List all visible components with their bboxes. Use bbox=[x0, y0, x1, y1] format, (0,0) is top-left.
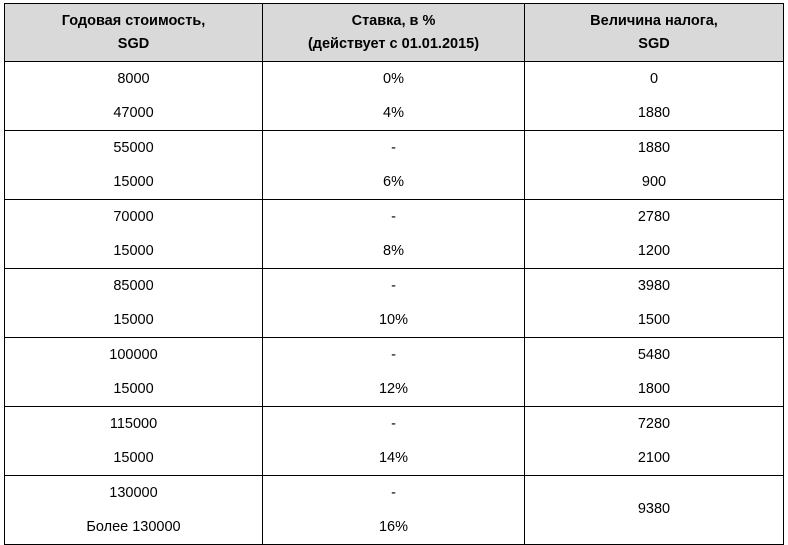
header-annual-value bbox=[5, 4, 263, 62]
rate-cell bbox=[263, 269, 525, 338]
annual-value-bracket: 47000 bbox=[113, 105, 154, 121]
annual-value-cell bbox=[5, 131, 263, 200]
annual-value-threshold: 55000 bbox=[113, 140, 154, 156]
annual-value-threshold: 100000 bbox=[109, 347, 158, 363]
table-row bbox=[5, 269, 784, 338]
rate-threshold: 0% bbox=[383, 71, 404, 87]
rate-threshold: - bbox=[391, 347, 396, 363]
header-annual-value-line2: SGD bbox=[117, 35, 150, 52]
annual-value-cell bbox=[5, 62, 263, 131]
annual-value-bracket: Более 130000 bbox=[86, 519, 181, 535]
table-row bbox=[5, 62, 784, 131]
annual-value-bracket: 15000 bbox=[113, 450, 154, 466]
annual-value-threshold: 70000 bbox=[113, 209, 154, 225]
tax-amount-threshold: 1880 bbox=[637, 140, 671, 156]
tax-amount-threshold: 2780 bbox=[637, 209, 671, 225]
tax-amount-bracket: 900 bbox=[641, 174, 667, 190]
rate-cell bbox=[263, 407, 525, 476]
header-tax-amount-line2: SGD bbox=[638, 35, 670, 52]
table-row-last bbox=[5, 476, 784, 545]
tax-amount-threshold: 3980 bbox=[637, 278, 671, 294]
rate-cell bbox=[263, 338, 525, 407]
header-rate-line1: Ставка, в % bbox=[351, 12, 436, 29]
rate-threshold: - bbox=[391, 140, 396, 156]
header-rate bbox=[263, 4, 525, 62]
header-row bbox=[5, 4, 784, 62]
rate-bracket: 4% bbox=[383, 105, 404, 121]
tax-amount-total: 9380 bbox=[637, 501, 671, 517]
tax-amount-bracket: 1800 bbox=[637, 381, 671, 397]
tax-amount-bracket: 1880 bbox=[637, 105, 671, 121]
rate-threshold: - bbox=[391, 416, 396, 432]
tax-amount-cell bbox=[525, 476, 784, 545]
tax-amount-cell bbox=[525, 338, 784, 407]
rate-bracket: 10% bbox=[378, 312, 409, 328]
annual-value-cell bbox=[5, 476, 263, 545]
annual-value-cell bbox=[5, 338, 263, 407]
rate-cell bbox=[263, 62, 525, 131]
tax-rate-table bbox=[4, 3, 784, 545]
header-rate-line2: (действует с 01.01.2015) bbox=[307, 35, 480, 52]
annual-value-cell bbox=[5, 200, 263, 269]
rate-bracket: 6% bbox=[383, 174, 404, 190]
annual-value-threshold: 115000 bbox=[109, 416, 158, 432]
tax-amount-cell bbox=[525, 131, 784, 200]
rate-cell bbox=[263, 200, 525, 269]
tax-amount-cell bbox=[525, 200, 784, 269]
tax-amount-cell bbox=[525, 269, 784, 338]
rate-cell bbox=[263, 131, 525, 200]
rate-threshold: - bbox=[391, 278, 396, 294]
header-annual-value-line1: Годовая стоимость, bbox=[61, 12, 206, 29]
rate-threshold: - bbox=[391, 485, 396, 501]
table-row bbox=[5, 200, 784, 269]
annual-value-bracket: 15000 bbox=[113, 381, 154, 397]
annual-value-bracket: 15000 bbox=[113, 243, 154, 259]
rate-bracket: 16% bbox=[378, 519, 409, 535]
rate-cell bbox=[263, 476, 525, 545]
annual-value-bracket: 15000 bbox=[113, 312, 154, 328]
tax-amount-threshold: 0 bbox=[649, 71, 659, 87]
tax-amount-cell bbox=[525, 62, 784, 131]
tax-amount-threshold: 5480 bbox=[637, 347, 671, 363]
table-row bbox=[5, 131, 784, 200]
rate-bracket: 8% bbox=[383, 243, 404, 259]
rate-bracket: 14% bbox=[378, 450, 409, 466]
annual-value-threshold: 130000 bbox=[109, 485, 158, 501]
annual-value-cell bbox=[5, 407, 263, 476]
tax-amount-bracket: 1500 bbox=[637, 312, 671, 328]
tax-amount-bracket: 1200 bbox=[637, 243, 671, 259]
tax-amount-cell bbox=[525, 407, 784, 476]
annual-value-bracket: 15000 bbox=[113, 174, 154, 190]
header-tax-amount-line1: Величина налога, bbox=[590, 12, 718, 29]
annual-value-threshold: 8000 bbox=[117, 71, 150, 87]
annual-value-threshold: 85000 bbox=[113, 278, 154, 294]
rate-threshold: - bbox=[391, 209, 396, 225]
table-row bbox=[5, 407, 784, 476]
tax-amount-threshold: 7280 bbox=[637, 416, 671, 432]
table-row bbox=[5, 338, 784, 407]
rate-bracket: 12% bbox=[378, 381, 409, 397]
header-tax-amount bbox=[525, 4, 784, 62]
tax-amount-bracket: 2100 bbox=[637, 450, 671, 466]
annual-value-cell bbox=[5, 269, 263, 338]
